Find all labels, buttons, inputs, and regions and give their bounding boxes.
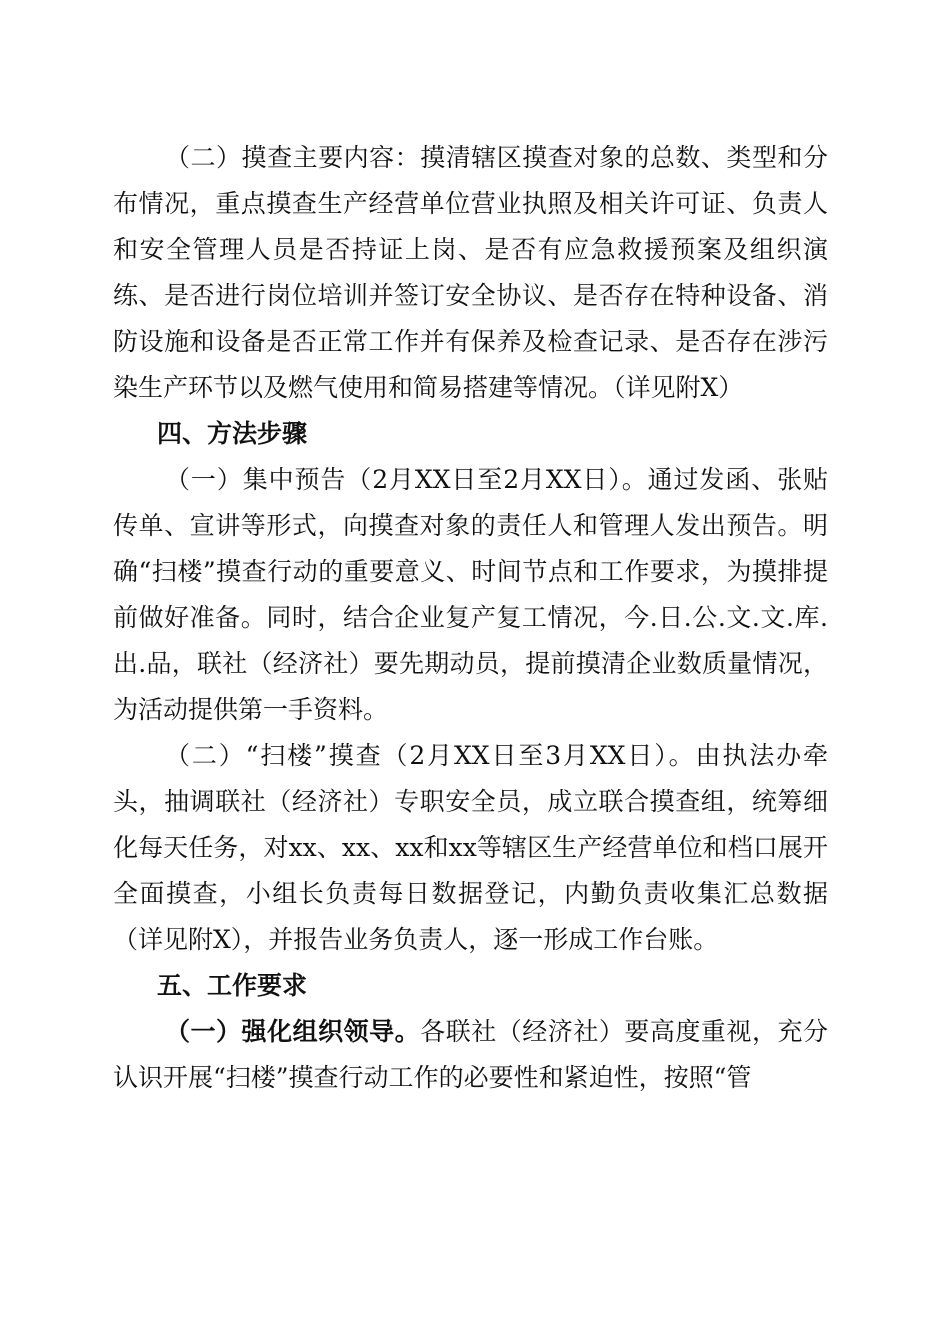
paragraph-centralized-notice: （一）集中预告（2月XX日至2月XX日）。通过发函、张贴传单、宣讲等形式，向摸查对象的责任人和管理人发出预告。明确“扫楼”摸查行动的重要意义、时间节点和工作要求，为摸排提前做好准备。同时，结合企业复产复工情况，今.日.公.文.文.库.出.品，联社（经济社）要先期动员，提前摸清企业数质量情况，为活动提供第一手资料。 bbox=[113, 465, 828, 724]
document-body bbox=[113, 135, 828, 1101]
paragraph-body-text: 各联社（经济社）要高度重视，充分认识开展“扫楼”摸查行动工作的必要性和紧迫性，按照“管 bbox=[113, 1017, 828, 1092]
section-heading-method-steps: 四、方法步骤 bbox=[157, 419, 308, 448]
paragraph-lead-text: （一）强化组织领导。 bbox=[165, 1017, 421, 1046]
paragraph-organizational-leadership bbox=[113, 1009, 828, 1101]
section-heading-work-requirements: 五、工作要求 bbox=[157, 971, 308, 1000]
paragraph-survey-content: （二）摸查主要内容：摸清辖区摸查对象的总数、类型和分布情况，重点摸查生产经营单位营业执照及相关许可证、负责人和安全管理人员是否持证上岗、是否有应急救援预案及组织演练、是否进行岗位培训并签订安全协议、是否存在特种设备、消防设施和设备是否正常工作并有保养及检查记录、是否存在涉污染生产环节以及燃气使用和简易搭建等情况。（详见附X） bbox=[113, 143, 828, 402]
paragraph-building-survey: （二）“扫楼”摸查（2月XX日至3月XX日）。由执法办牵头，抽调联社（经济社）专职安全员，成立联合摸查组，统筹细化每天任务，对xx、xx、xx和xx等辖区生产经营单位和档口展开全面摸查，小组长负责每日数据登记，内勤负责收集汇总数据（详见附X），并报告业务负责人，逐一形成工作台账。 bbox=[113, 741, 828, 954]
